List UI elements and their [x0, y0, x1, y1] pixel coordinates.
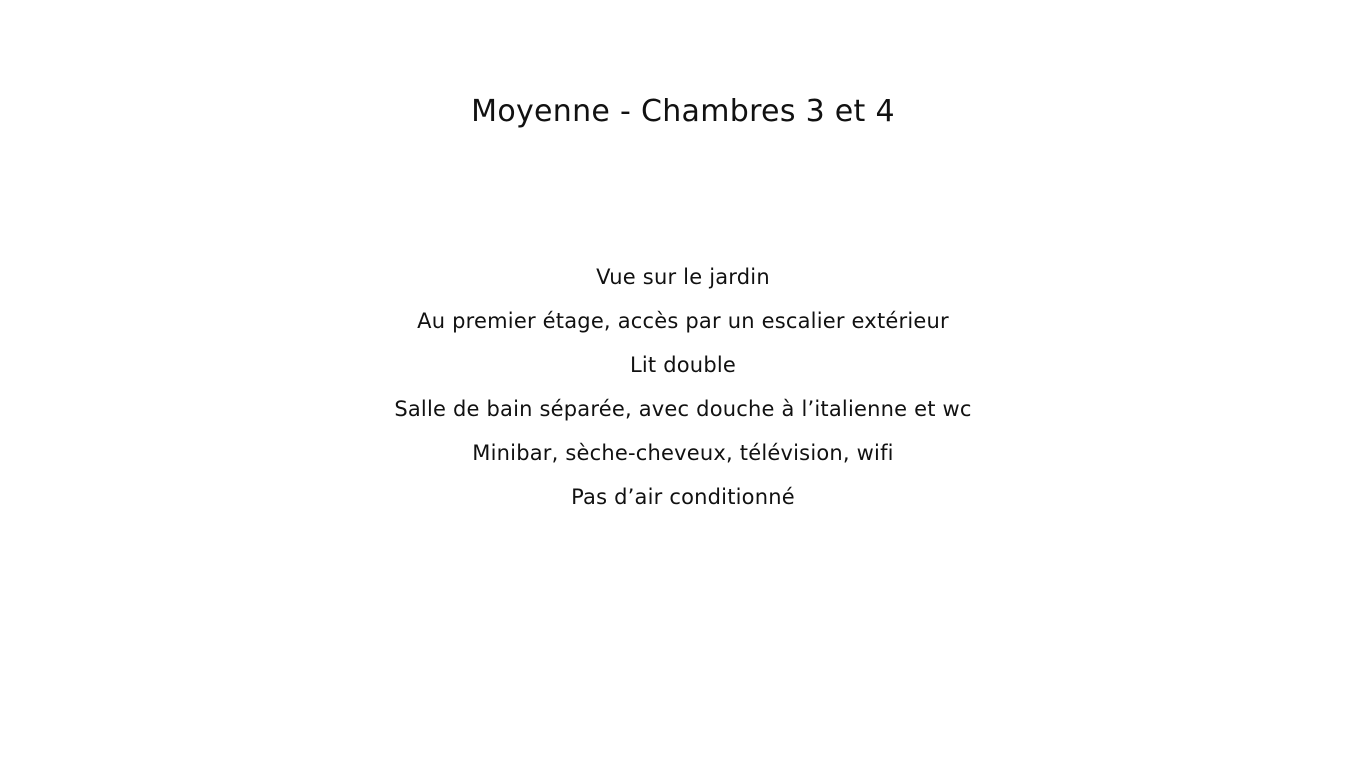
feature-amenities: Minibar, sèche-cheveux, télévision, wifi [472, 441, 894, 465]
feature-garden-view: Vue sur le jardin [596, 265, 770, 289]
room-title: Moyenne - Chambres 3 et 4 [471, 94, 895, 129]
feature-first-floor-access: Au premier étage, accès par un escalier extérieur [417, 309, 949, 333]
room-features-list [0, 255, 1366, 519]
feature-no-air-conditioning: Pas d’air conditionné [571, 485, 795, 509]
feature-bathroom: Salle de bain séparée, avec douche à l’italienne et wc [394, 397, 972, 421]
feature-double-bed: Lit double [629, 353, 736, 377]
